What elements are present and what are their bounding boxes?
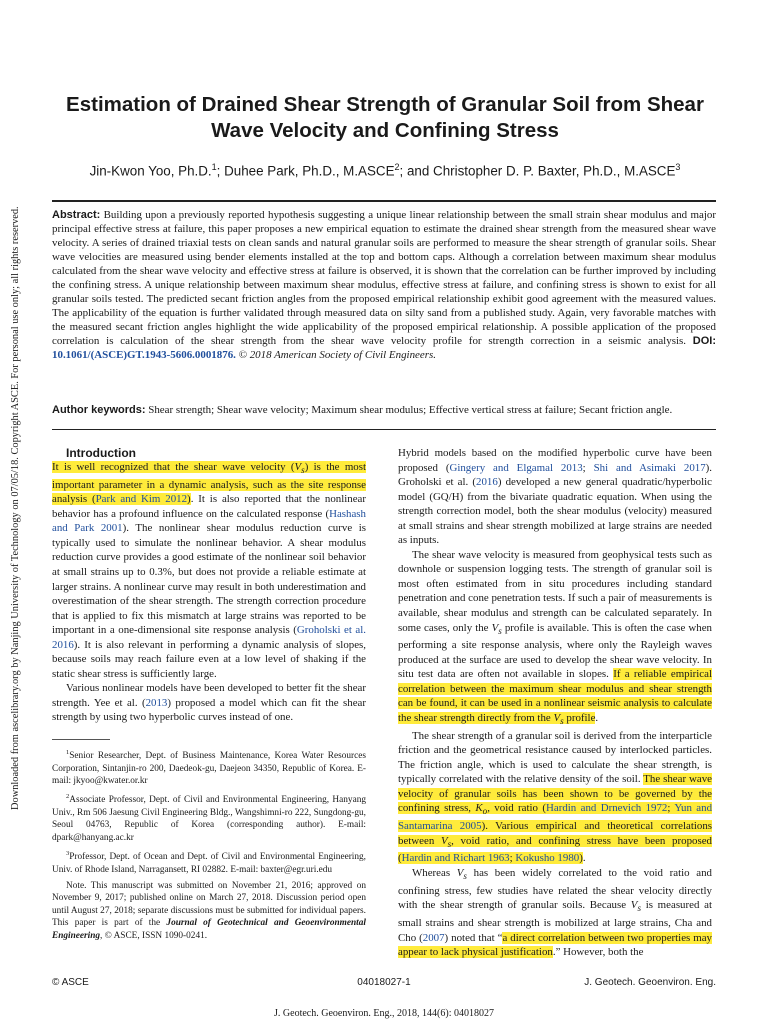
abstract-body: Building upon a previously reported hypothesis suggesting a unique linear relationship between the small strain shear modulus and major principal effective stress at failure, this paper proposes a new empirical equation to estimate the drained shear strength from the measured shear wave velocity. A series of drained triaxial tests on clean sands and natural granular soils are performed to measure the shear strength of granular soils. Shear wave velocities are measured using bender elements installed at the top and bottom caps. Although a correlation between maximum shear modulus calculated from the shear wave velocity and effective stress at failure is observed, it is shown that the correlation can be further improved by including the confining stress. A unique relationship between maximum shear modulus, effective stress at failure, and confining stress is shown to exist for all granular soils tested. The predicted secant friction angles from the proposed empirical relationship exhibit good agreement with the measured values. The applicability of the equation is further validated through measured data on silty sand from a published study. Again, very favorable matches with the measured secant friction angles highlight the wide applicability of the proposed empirical relationship. A possible application of the proposed correlation is calculation of the shear strength from the shear wave velocity profile for strength correction in a seismic analysis. xyxy=(52,209,716,347)
footnote-marker: 3 xyxy=(66,850,70,858)
right-paragraph-1 xyxy=(398,446,712,548)
keywords-bottom-rule xyxy=(52,429,716,430)
citation-link[interactable]: Gingery and Elgamal 2013 xyxy=(449,461,583,474)
body-text: . xyxy=(582,852,586,865)
body-text: Various nonlinear models have been developed to better fit the shear strength. Yee et al. ( xyxy=(52,682,366,709)
footnote-rule xyxy=(52,739,110,740)
body-text: . xyxy=(595,712,599,725)
symbol-vs: V xyxy=(553,712,561,725)
symbol-k-subscript: o xyxy=(482,806,488,817)
highlight-text: ; xyxy=(667,802,675,815)
highlight-text: ) is the most important parameter in a dynamic analysis, such as the site response analysis ( xyxy=(52,461,366,506)
symbol-vs-subscript: s xyxy=(301,465,305,476)
footnote-3 xyxy=(52,848,366,876)
body-text: Whereas xyxy=(412,867,457,879)
bottom-citation: J. Geotech. Geoenviron. Eng., 2018, 144(6): 04018027 xyxy=(274,1008,494,1019)
highlight-text: ) xyxy=(187,493,191,506)
author-1-affil: 1 xyxy=(211,162,217,172)
symbol-vs-subscript: s xyxy=(447,838,452,849)
body-text: ). The nonlinear shear modulus reduction curve is typically used to simulate the nonlinear behavior. A shear modulus reduction curve provides a good estimate of the nonlinear soil behavior at small strains up to 0.3%, but does not provide a reliable estimate at larger strains. A nonlinear curve may result in both underestimation and overestimation of the shear strength. The strength correction procedure that is applied to fix this mismatch at large strains was reported to be important in a one-dimensional site response analysis ( xyxy=(52,522,366,637)
author-keywords xyxy=(52,403,716,417)
symbol-k: K xyxy=(475,802,483,815)
doi-link[interactable]: 10.1061/(ASCE)GT.1943-5606.0001876. xyxy=(52,349,236,361)
submission-note xyxy=(52,880,366,942)
author-line xyxy=(40,158,730,180)
body-text: The shear strength of a granular soil is derived from the interparticle friction and the geometrical resistance caused by interlocked particles. The friction angle, which is used to calculate the shear strength, is typically correlated with the relative density of the soil. xyxy=(398,729,712,786)
citation-link[interactable]: Hardin and Drnevich 1972 xyxy=(546,802,668,815)
body-text: is measured at small strains and shear strength is mobilized at large strains, Cha and Cho ( xyxy=(398,899,712,944)
abstract-label: Abstract: xyxy=(52,209,101,221)
highlight-text: If a reliable empirical correlation between the maximum shear modulus and shear strength can be found, it can be used in a nonlinear seismic analysis to calculate the shear strength directly from the xyxy=(398,668,713,725)
symbol-vs: V xyxy=(456,867,464,879)
footnote-marker: 2 xyxy=(66,793,70,801)
right-paragraph-3 xyxy=(398,729,712,866)
note-text: Note. This manuscript was submitted on November 21, 2016; approved on November 9, 2017; published online on March 27, 2018. Discussion period open until August 27, 2018; separate discussions must be submitted for individual papers. This paper is part of the xyxy=(52,880,366,929)
section-heading-introduction: Introduction xyxy=(66,446,136,460)
note-text: , © ASCE, ISSN 1090-0241. xyxy=(100,930,208,941)
intro-paragraph-1 xyxy=(52,460,366,681)
symbol-vs: V xyxy=(294,461,302,473)
author-2-affil: 2 xyxy=(394,162,400,172)
citation-link[interactable]: Groholski et al. 2016 xyxy=(52,624,366,651)
citation-link[interactable]: 2016 xyxy=(476,476,498,489)
author-2: ; Duhee Park, Ph.D., M.ASCE xyxy=(216,163,395,179)
footnote-text: Senior Researcher, Dept. of Business Maintenance, Korea Water Resources Corporation, Sintanjin-ro 200, Daedeok-gu, Daejeon 34350, Republic of Korea. E-mail: jkyoo@kwater.or.kr xyxy=(52,751,366,786)
highlight-text: ) xyxy=(579,852,583,865)
abstract-top-rule xyxy=(52,200,716,202)
citation-link[interactable]: Hardin and Richart 1963 xyxy=(401,852,510,865)
footer-article-number: 04018027-1 xyxy=(357,977,411,988)
keywords-label: Author keywords: xyxy=(52,404,146,416)
author-3-affil: 3 xyxy=(675,162,681,172)
symbol-vs-subscript: s xyxy=(463,871,467,882)
citation-link[interactable]: Hashash and Park 2001 xyxy=(52,507,366,535)
citation-link[interactable]: Kokusho 1980 xyxy=(515,852,580,865)
symbol-vs: V xyxy=(440,834,448,847)
footnote-text: Professor, Dept. of Ocean and Dept. of Civil and Environmental Engineering, Univ. of Rhode Island, Narragansett, RI 02882. E-mail: baxter@egr.uri.edu xyxy=(52,852,366,875)
footnote-marker: 1 xyxy=(66,749,70,757)
highlight-text: It is well recognized that the shear wave velocity ( xyxy=(52,461,295,473)
citation-link[interactable]: Park and Kim 2012 xyxy=(95,493,188,506)
body-text: has been widely correlated to the void ratio and confining stress, few studies have related the shear velocity directly with the shear strength of granular soils. Because xyxy=(398,867,712,912)
symbol-vs-subscript: s xyxy=(560,716,564,727)
footer-journal: J. Geotech. Geoenviron. Eng. xyxy=(584,977,716,988)
body-text: .” However, both the xyxy=(552,946,644,959)
highlight: a direct correlation between two properties may appear to lack physical justification xyxy=(398,931,712,959)
paper-title: Estimation of Drained Shear Strength of Granular Soil from Shear Wave Velocity and Confining Stress xyxy=(66,93,704,142)
intro-paragraph-2 xyxy=(52,681,366,725)
keywords-text: Shear strength; Shear wave velocity; Maximum shear modulus; Effective vertical stress at failure; Secant friction angle. xyxy=(148,404,673,416)
right-paragraph-4 xyxy=(398,866,712,960)
footnote-text: Associate Professor, Dept. of Civil and Environmental Engineering, Hanyang Univ., Rm 506 Jaesung Civil Engineering Bldg., Wangshimni-ro 222, Sungdong-gu, Seoul 04763, Republic of Korea (corresponding author). E-mail: dpark@hanyang.ac.kr xyxy=(52,795,366,843)
author-3: ; and Christopher D. P. Baxter, Ph.D., M.ASCE xyxy=(399,163,676,179)
citation-link[interactable]: Shi and Asimaki 2017 xyxy=(593,461,706,474)
body-text: . It is also reported that the nonlinear behavior has a profound influence on the calculated response ( xyxy=(52,493,367,520)
body-text: The shear wave velocity is measured from geophysical tests such as downhole or suspension logging tests. The strength of granular soil is most often estimated from in situ procedures including standard penetration and cone penetration tests. If such a pair of measurements is available, shear modulus and strength can be calculated separately. In some cases, only the xyxy=(398,548,712,634)
symbol-vs: V xyxy=(630,899,638,912)
footnote-1 xyxy=(52,747,366,787)
citation-link[interactable]: Yun and Santamarina 2005 xyxy=(398,802,713,833)
body-text: ; xyxy=(582,461,594,474)
highlight-text: ; xyxy=(509,852,516,865)
symbol-vs-subscript: s xyxy=(637,903,641,914)
journal-name: Journal of Geotechnical and Geoenvironmental Engineering xyxy=(52,918,366,941)
highlight-text: profile xyxy=(563,712,596,725)
author-1: Jin-Kwon Yoo, Ph.D. xyxy=(89,163,212,179)
body-text: ) proposed a model which can fit the shear strength by using two hyperbolic curves instead of one. xyxy=(52,696,367,724)
highlight-text: ). Various empirical and theoretical correlations between xyxy=(398,820,713,847)
footer-publisher: © ASCE xyxy=(52,977,89,988)
highlight-text: The shear wave velocity of granular soils has been shown to be governed by the confining stress, xyxy=(398,773,712,815)
right-column xyxy=(398,446,712,960)
right-paragraph-2 xyxy=(398,548,712,729)
body-text: profile is available. This is often the case when performing a site response analysis, where only the Rayleigh waves produced at the surface are used to develop the shear wave velocity. In situ test data are often not available in slopes. xyxy=(398,621,713,681)
body-text: Hybrid models based on the modified hyperbolic curve have been proposed ( xyxy=(398,447,712,474)
citation-link[interactable]: 2013 xyxy=(145,696,168,709)
abstract xyxy=(52,208,716,362)
body-text: ). Groholski et al. ( xyxy=(398,461,713,489)
symbol-vs-subscript: s xyxy=(498,625,502,636)
body-text: ) noted that “ xyxy=(444,931,503,944)
footnote-2 xyxy=(52,791,366,844)
highlight xyxy=(398,773,712,864)
left-column xyxy=(52,446,366,946)
body-text: ). It is also relevant in performing a dynamic analysis of slopes, because soils may reach failure even at a low level of shaking if the static shear stress is sufficiently large. xyxy=(52,638,366,680)
download-notice-text: Downloaded from ascelibrary.org by Nanjing University of Technology on 07/05/18. Copyright ASCE. For personal use only; all rights reserved. xyxy=(10,206,21,810)
abstract-copyright: © 2018 American Society of Civil Engineers. xyxy=(238,349,437,361)
highlight-text: , void ratio ( xyxy=(487,802,546,815)
body-text: ) developed a new general quadratic/hyperbolic model (GQ/H) from the bivariate quadratic equation. When using the strength correction model, both the shear modulus (velocity) measured at small strains and shear strength mobilized at large strains are needed as inputs. xyxy=(398,476,712,547)
symbol-vs: V xyxy=(491,621,499,634)
citation-link[interactable]: 2007 xyxy=(422,931,445,944)
doi-label: DOI: xyxy=(692,335,717,347)
highlight-text: , void ratio, and confining stress have been proposed ( xyxy=(398,834,712,865)
download-notice xyxy=(2,206,21,810)
